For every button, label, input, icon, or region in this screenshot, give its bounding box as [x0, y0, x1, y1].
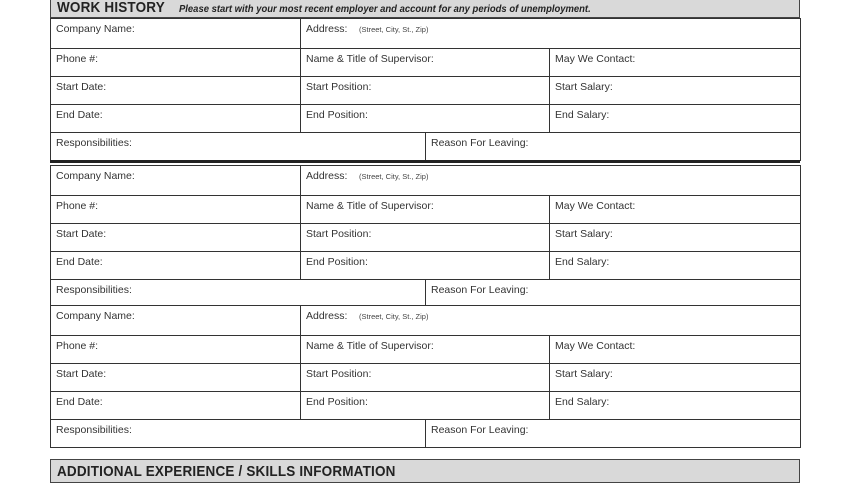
company-name-field-1[interactable]	[50, 18, 301, 49]
company-name-label: Company Name:	[56, 23, 135, 35]
address-hint: (Street, City, St., Zip)	[359, 312, 429, 321]
start-position-field-3[interactable]	[300, 363, 550, 392]
end-salary-label: End Salary:	[555, 396, 610, 408]
address-field-2[interactable]	[300, 165, 801, 196]
phone-field-2[interactable]	[50, 195, 301, 224]
end-date-field-2[interactable]	[50, 251, 301, 280]
supervisor-label: Name & Title of Supervisor:	[306, 200, 434, 212]
supervisor-label: Name & Title of Supervisor:	[306, 53, 434, 65]
phone-label: Phone #:	[56, 340, 99, 352]
additional-experience-header	[50, 459, 800, 483]
end-salary-label: End Salary:	[555, 256, 610, 268]
end-position-field-1[interactable]	[300, 104, 550, 133]
supervisor-field-1[interactable]	[300, 48, 550, 77]
end-salary-field-2[interactable]	[549, 251, 801, 280]
address-hint: (Street, City, St., Zip)	[359, 172, 429, 181]
start-position-label: Start Position:	[306, 81, 372, 93]
end-date-field-3[interactable]	[50, 391, 301, 420]
company-name-field-3[interactable]	[50, 305, 301, 336]
responsibilities-field-3[interactable]	[50, 419, 426, 448]
end-date-label: End Date:	[56, 256, 103, 268]
supervisor-field-2[interactable]	[300, 195, 550, 224]
may-contact-field-3[interactable]	[549, 335, 801, 364]
phone-field-3[interactable]	[50, 335, 301, 364]
may-contact-field-1[interactable]	[549, 48, 801, 77]
company-name-field-2[interactable]	[50, 165, 301, 196]
company-name-label: Company Name:	[56, 310, 135, 322]
address-label: Address:	[306, 170, 348, 182]
end-salary-field-1[interactable]	[549, 104, 801, 133]
company-name-label: Company Name:	[56, 170, 135, 182]
may-contact-label: May We Contact:	[555, 200, 636, 212]
address-label: Address:	[306, 310, 348, 322]
start-date-label: Start Date:	[56, 368, 107, 380]
start-position-field-1[interactable]	[300, 76, 550, 105]
end-salary-label: End Salary:	[555, 109, 610, 121]
start-salary-label: Start Salary:	[555, 228, 613, 240]
end-date-field-1[interactable]	[50, 104, 301, 133]
phone-label: Phone #:	[56, 53, 99, 65]
responsibilities-label: Responsibilities:	[56, 424, 132, 436]
start-date-label: Start Date:	[56, 81, 107, 93]
start-salary-field-3[interactable]	[549, 363, 801, 392]
work-history-title: WORK HISTORY	[57, 0, 165, 16]
end-date-label: End Date:	[56, 396, 103, 408]
work-history-header	[50, 0, 800, 18]
start-date-field-2[interactable]	[50, 223, 301, 252]
address-label: Address:	[306, 23, 348, 35]
additional-experience-title: ADDITIONAL EXPERIENCE / SKILLS INFORMATION	[57, 463, 396, 480]
phone-label: Phone #:	[56, 200, 99, 212]
work-history-instructions: Please start with your most recent employer and account for any periods of unemployment.	[179, 3, 591, 15]
group-separator	[50, 160, 800, 163]
start-date-field-3[interactable]	[50, 363, 301, 392]
start-salary-label: Start Salary:	[555, 81, 613, 93]
reason-leaving-label: Reason For Leaving:	[431, 424, 529, 436]
end-position-label: End Position:	[306, 396, 368, 408]
end-position-label: End Position:	[306, 256, 368, 268]
start-position-label: Start Position:	[306, 368, 372, 380]
responsibilities-label: Responsibilities:	[56, 284, 132, 296]
reason-leaving-field-2[interactable]	[425, 279, 801, 308]
reason-leaving-field-3[interactable]	[425, 419, 801, 448]
phone-field-1[interactable]	[50, 48, 301, 77]
end-date-label: End Date:	[56, 109, 103, 121]
reason-leaving-label: Reason For Leaving:	[431, 284, 529, 296]
start-salary-field-1[interactable]	[549, 76, 801, 105]
may-contact-label: May We Contact:	[555, 53, 636, 65]
end-salary-field-3[interactable]	[549, 391, 801, 420]
address-hint: (Street, City, St., Zip)	[359, 25, 429, 34]
start-salary-field-2[interactable]	[549, 223, 801, 252]
responsibilities-label: Responsibilities:	[56, 137, 132, 149]
start-position-field-2[interactable]	[300, 223, 550, 252]
supervisor-label: Name & Title of Supervisor:	[306, 340, 434, 352]
may-contact-label: May We Contact:	[555, 340, 636, 352]
start-salary-label: Start Salary:	[555, 368, 613, 380]
start-position-label: Start Position:	[306, 228, 372, 240]
end-position-field-3[interactable]	[300, 391, 550, 420]
reason-leaving-field-1[interactable]	[425, 132, 801, 161]
responsibilities-field-2[interactable]	[50, 279, 426, 308]
start-date-label: Start Date:	[56, 228, 107, 240]
start-date-field-1[interactable]	[50, 76, 301, 105]
reason-leaving-label: Reason For Leaving:	[431, 137, 529, 149]
address-field-1[interactable]	[300, 18, 801, 49]
end-position-label: End Position:	[306, 109, 368, 121]
responsibilities-field-1[interactable]	[50, 132, 426, 161]
end-position-field-2[interactable]	[300, 251, 550, 280]
address-field-3[interactable]	[300, 305, 801, 336]
may-contact-field-2[interactable]	[549, 195, 801, 224]
supervisor-field-3[interactable]	[300, 335, 550, 364]
